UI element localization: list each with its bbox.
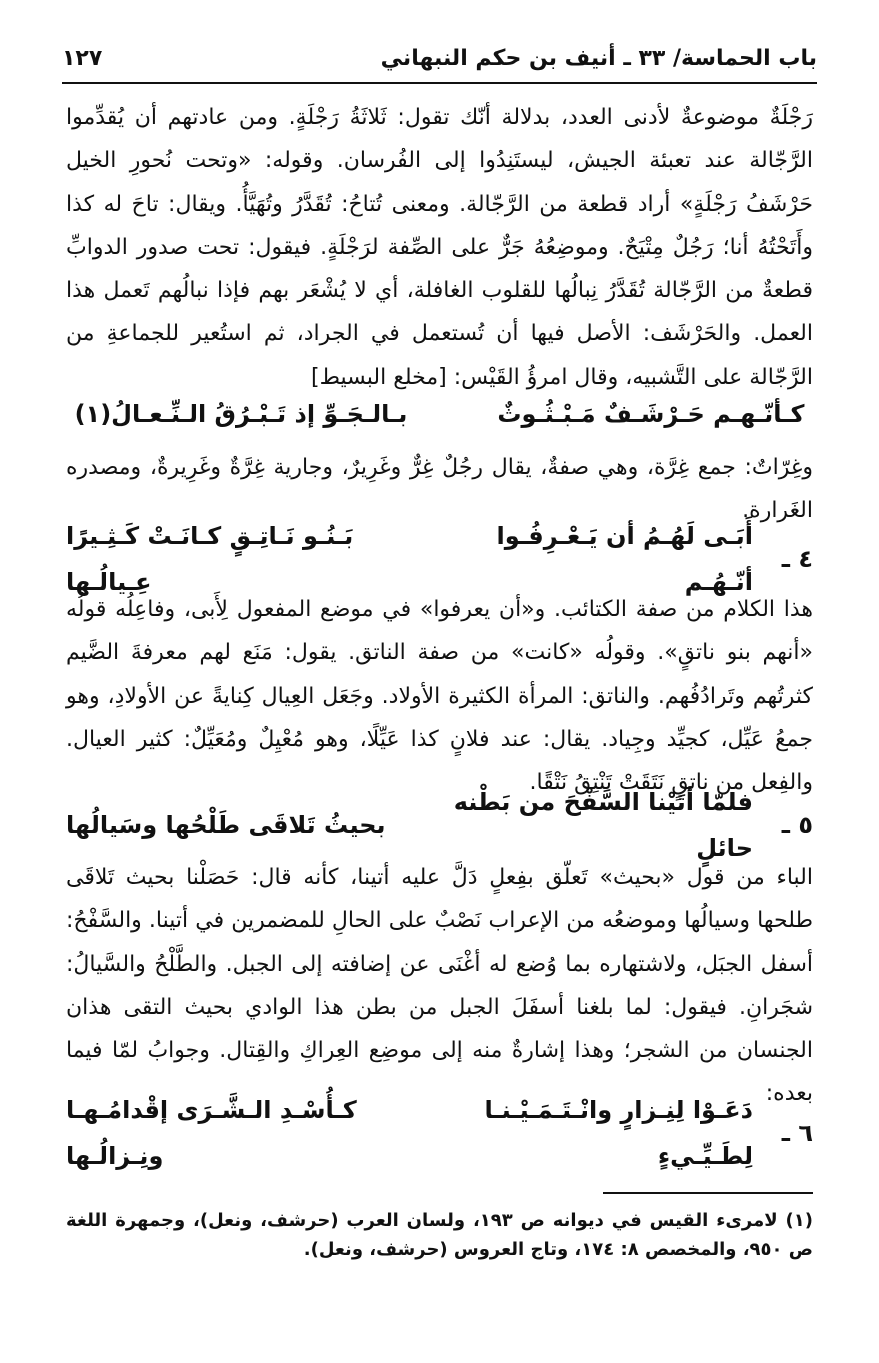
verse-6 bbox=[66, 1096, 813, 1170]
quoted-verse-hemistich-1: كـأنّـهـم حَـرْشَـفٌ مَـبْـثُـوثٌ bbox=[497, 400, 805, 428]
paragraph-4-text: الباء من قول «بحيث» تَعلّق بفِعلٍ دَلَّ عليه أتينا، كأنه قال: حَصَلْنا بحيث تَلاقَى طلحها وسيالُها وموضعُه من الإعراب نَصْبٌ على الحالِ للمضمرين في أتينا. والسَّفْحُ: أسفل الجبَل، ولاشتهاره بما وُضع له أغْنَى عن إضافته إلى الجبل. والطَّلْحُ والسَّيالُ: شجَرانِ. فيقول: لما بلغنا أسفَلَ الجبل من بطن هذا الوادي بحيث التقى هذان الجنسان من الشجر؛ وهذا إشارةٌ منه إلى موضِع العِراكِ والقِتال. وجوابُ لمّا فيما بعده: bbox=[66, 865, 813, 1107]
running-title: باب الحماسة/ ٣٣ ـ أنيف بن حكم النبهاني bbox=[380, 45, 817, 71]
paragraph-1 bbox=[66, 96, 813, 399]
footnote bbox=[66, 1206, 813, 1264]
header-rule bbox=[62, 82, 817, 84]
verse-4-hemistich-1: أَبَـى لَهُـمُ أن يَـعْـرِفُـوا أنّـهُـم bbox=[496, 522, 753, 596]
quoted-verse bbox=[66, 392, 813, 436]
page-header bbox=[62, 38, 817, 78]
paragraph-1-text: رَجْلَةٌ موضوعةٌ لأدنى العدد، بدلالة أنّك تقول: ثَلاثَةُ رَجْلَةٍ. ومن عادتهم أن يُقدِّموا الرَّجّالة عند تعبئة الجيش، ليستَنِدُوا إلى الفُرسان. وقوله: «وتحت نُحورِ الخيل حَرْشَفُ رَجْلَةٍ» أراد قطعة من الرَّجّالة. ومعنى تُتاحُ: تُقَدَّرُ وتُهَيَّأُ. ويقال: تاحَ له كذا وأَتَحْتُهُ أنا؛ رَجُلٌ مِتْيَحٌ. وموضِعُهُ جَرٌّ على الصِّفة لرَجْلَةٍ. فيقول: تحت صدور الدوابِّ قطعةٌ من الرَّجّالة تُقَدَّرُ نِبالُها للقلوب الغافلة، أي لا يُشْعَر بهم فإذا نبالُهم تَعمل هذا العمل. والحَرْشَف: الأصل فيها أن تُستعمل في الجراد، ثم استُعير للجماعةِ من الرَّجّالة على التَّشبيه، وقال امرؤُ القَيْس: [مخلع البسيط] bbox=[66, 105, 813, 390]
verse-4-hemistich-2: بَـنُـو نَـاتِـقٍ كـانَـتْ كَـثِـيرًا عِـيالُـها bbox=[66, 522, 354, 596]
verse-6-number: ٦ ـ bbox=[781, 1119, 813, 1147]
verse-4 bbox=[66, 522, 813, 596]
verse-5 bbox=[66, 788, 813, 862]
paragraph-2-text: وغِرّاتٌ: جمع غِرَّة، وهي صفةٌ، يقال رجُلٌ غِرٌّ وغَرِيرٌ، وجارية غِرَّةٌ وغَرِيرةٌ، ومصدره الغَرارة. bbox=[66, 455, 813, 524]
paragraph-3-text: هذا الكلام من صفة الكتائب. و«أن يعرفوا» في موضع المفعول لِأَبى، وفاعِلُه قولُه «أنهم بنو ناتقٍ». وقولُه «كانت» من صفة الناتق. يقول: مَنَع لهم معرفةَ الضَّيم كثرتُهم وتَرادُفُهم. والناتق: المرأة الكثيرة الأولاد. وجَعَل العِيال كِنايةً عن الأولادِ، وهو جمعُ عَيِّل، كجيِّد وجِياد. يقال: عند فلانٍ كذا عَيِّلًا، وهو مُعْيِلٌ ومُعَيِّلٌ: كثير العيال. والفِعل من ناتقٍ نَتَقَتْ تَنْتِقُ نَتْقًا. bbox=[66, 597, 813, 796]
verse-5-hemistich-1: فلمّا أتَيْنا السَّفْحَ من بَطْنه حائلٍ bbox=[453, 788, 753, 862]
verse-6-hemistich-2: كـأُسْـدِ الـشَّـرَى إقْدامُـهـا ونِـزالُـها bbox=[66, 1096, 357, 1170]
paragraph-4 bbox=[66, 856, 813, 1116]
verse-6-hemistich-1: دَعَـوْا لِنِـزارٍ وانْـتَـمَـيْـنـا لِطَـيِّـيءٍ bbox=[484, 1096, 753, 1170]
paragraph-3 bbox=[66, 588, 813, 804]
footnote-text: (١) لامرىء القيس في ديوانه ص ١٩٣، ولسان العرب (حرشف، ونعل)، وجمهرة اللغة ص ٩٥٠، والمخصص ٨: ١٧٤، وتاج العروس (حرشف، ونعل). bbox=[66, 1210, 813, 1260]
verse-5-hemistich-2: بحيثُ تَلاقَى طَلْحُها وسَيالُها bbox=[66, 811, 386, 839]
verse-5-number: ٥ ـ bbox=[781, 811, 813, 839]
page-number: ١٢٧ bbox=[62, 45, 103, 71]
verse-4-number: ٤ ـ bbox=[781, 545, 813, 573]
quoted-verse-hemistich-2: بـالـجَـوِّ إذ تَـبْـرُقُ الـنِّـعـالُ(١) bbox=[74, 400, 408, 428]
footnote-rule bbox=[603, 1192, 813, 1194]
